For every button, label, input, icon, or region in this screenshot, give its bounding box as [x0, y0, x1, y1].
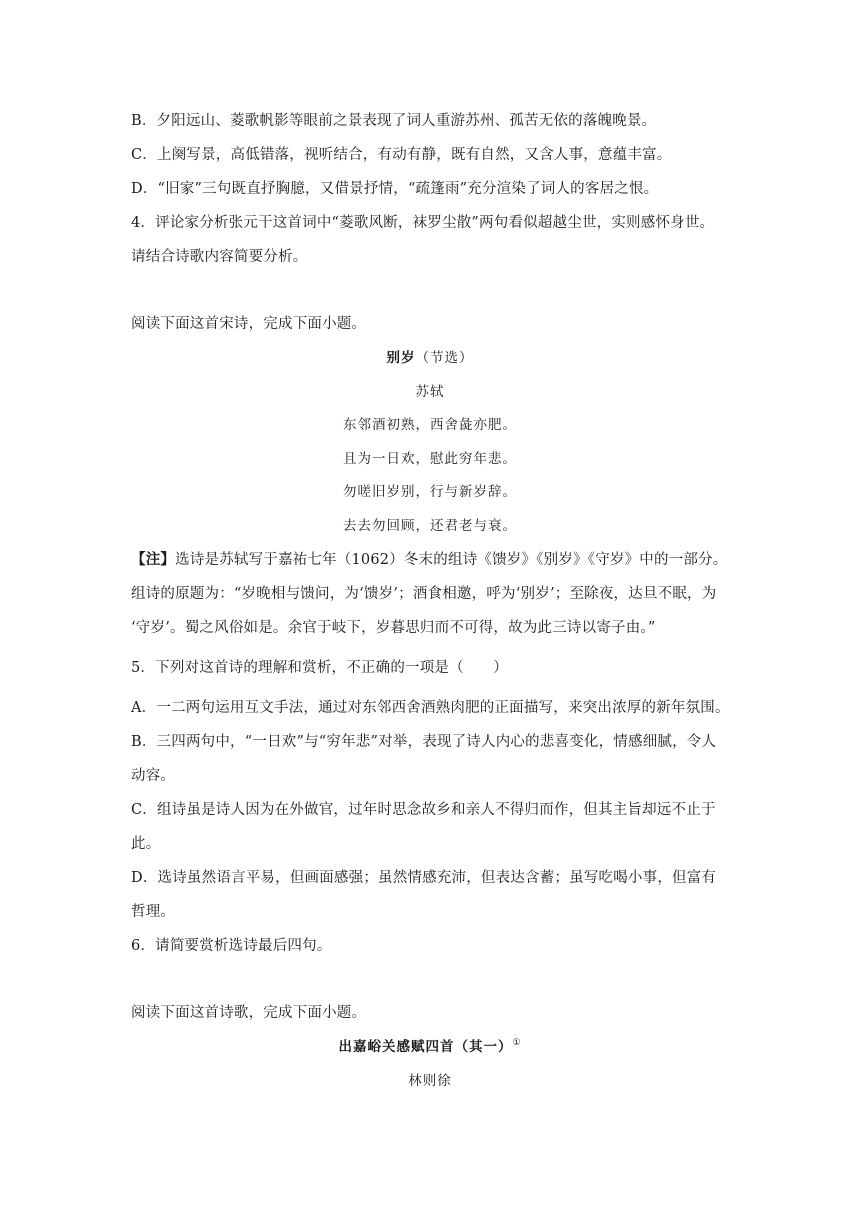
- note-text: 选诗是苏轼写于嘉祐七年（1062）冬末的组诗《馈岁》《别岁》《守岁》中的一部分。: [175, 552, 728, 568]
- q5-option-d-line-2: 哲理。: [131, 904, 176, 920]
- reading-intro-2: 阅读下面这首诗歌，完成下面小题。: [131, 1005, 367, 1021]
- poem-title-main-2: 出嘉峪关感赋四首（其一）: [338, 1039, 513, 1055]
- note-line-1: [131, 550, 731, 570]
- question-5-text: 5．下列对这首诗的理解和赏析，不正确的一项是（ ）: [131, 660, 508, 676]
- footnote-marker: ①: [512, 1038, 522, 1048]
- note-line-3: ‘守岁’。蜀之风俗如是。余官于岐下，岁暮思归而不可得，故为此三诗以寄子由。”: [131, 620, 656, 636]
- option-b-text: B．夕阳远山、菱歌帆影等眼前之景表现了词人重游苏州、孤苦无依的落魄晚景。: [131, 113, 657, 129]
- option-c-text: C．上阕写景，高低错落，视听结合，有动有静，既有自然，又含人事，意蕴丰富。: [131, 147, 672, 163]
- poem-verse: 东邻酒初熟，西舍彘亦肥。: [343, 417, 517, 433]
- poem-title-1: [0, 348, 860, 368]
- poem-verse: 去去勿回顾，还君老与衰。: [343, 518, 517, 534]
- q5-option-b-line-1: B．三四两句中，“一日欢”与“穷年悲”对举，表现了诗人内心的悲喜变化，情感细腻，令人: [131, 734, 717, 750]
- q5-option-b-line-2: 动容。: [131, 768, 176, 784]
- option-d-text: D．“旧家”三句既直抒胸臆，又借景抒情，“疏篷雨”充分渲染了词人的客居之恨。: [131, 181, 659, 197]
- poem-author-2: 林则徐: [408, 1073, 452, 1089]
- q5-option-a: A．一二两句运用互文手法，通过对东邻西舍酒熟肉肥的正面描写，来突出浓厚的新年氛围。: [131, 700, 730, 716]
- poem-author-1: 苏轼: [415, 384, 445, 400]
- poem-title-2: [0, 1037, 860, 1057]
- poem-verse: 勿嗟旧岁别，行与新岁辞。: [343, 484, 517, 500]
- poem-title-sub: （节选）: [415, 350, 474, 366]
- q5-option-c-line-1: C．组诗虽是诗人因为在外做官，过年时思念故乡和亲人不得归而作，但其主旨却远不止于: [131, 802, 716, 818]
- poem-title-main: 别岁: [386, 350, 416, 366]
- poem-verse: 且为一日欢，慰此穷年悲。: [343, 451, 517, 467]
- question-6-text: 6．请简要赏析选诗最后四句。: [131, 938, 332, 954]
- q5-option-d-line-1: D．选诗虽然语言平易，但画面感强；虽然情感充沛，但表达含蓄；虽写吃喝小事，但富有: [131, 870, 717, 886]
- note-line-2: 组诗的原题为：“岁晚相与馈问，为‘馈岁’；酒食相邀，呼为‘别岁’；至除夜，达旦不眠，为: [131, 586, 717, 602]
- q5-option-c-line-2: 此。: [131, 836, 161, 852]
- question-4-line-2: 请结合诗歌内容简要分析。: [131, 249, 308, 265]
- question-4-line-1: 4．评论家分析张元干这首词中“菱歌风断，袜罗尘散”两句看似超越尘世，实则感怀身世。: [131, 215, 715, 231]
- reading-intro-1: 阅读下面这首宋诗，完成下面小题。: [131, 316, 367, 332]
- note-tag: 【注】: [131, 551, 176, 568]
